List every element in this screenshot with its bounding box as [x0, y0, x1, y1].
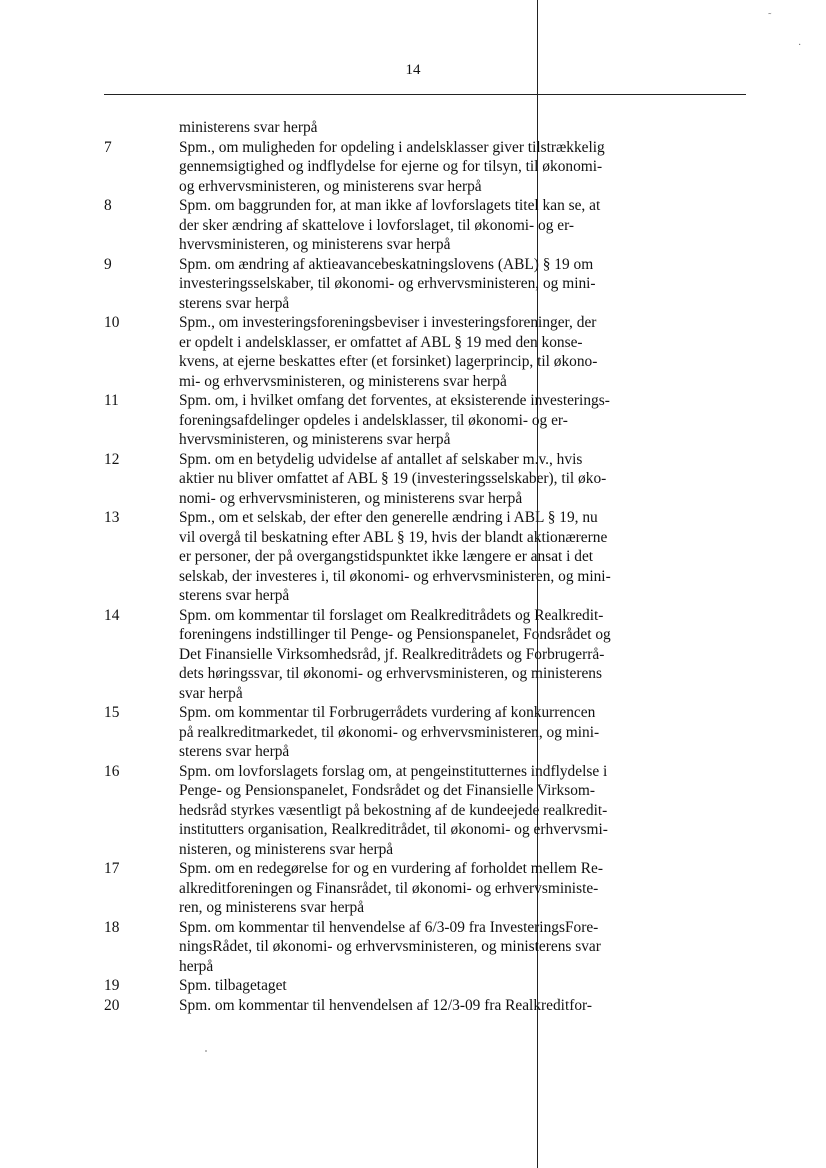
question-number: 15: [104, 704, 120, 721]
question-number: 9: [104, 255, 112, 273]
scan-speck: ·: [798, 40, 802, 51]
question-text: Spm., om muligheden for opdeling i andelsklasser giver tilstrækkelig gennemsigtighed og indflydelse for ejerne og for tilsyn, til økonomi- og erhvervsministeren, og ministerens svar herpå: [179, 138, 605, 195]
question-number: 12: [104, 450, 120, 468]
question-item: [0, 196, 826, 255]
page-number: 14: [405, 62, 421, 78]
question-text: Spm. om baggrunden for, at man ikke af lovforslagets titel kan se, at der sker ændring af skattelove i lovforslaget, til økonomi- og er- hvervsministeren, og ministerens svar herpå: [179, 197, 601, 253]
intro-line: ministerens svar herpå: [179, 119, 318, 136]
question-item: [0, 313, 826, 391]
question-number: 14: [104, 606, 120, 624]
question-number: 7: [104, 138, 112, 156]
question-item: [0, 606, 826, 704]
question-number: 19: [104, 977, 120, 994]
question-number: 10: [104, 314, 120, 331]
scan-speck: [205, 1050, 207, 1052]
question-text: Spm. om ændring af aktieavancebeskatningslovens (ABL) § 19 om investeringsselskaber, til økonomi- og erhvervsministeren, og mini- sterens svar herpå: [179, 255, 596, 312]
question-item: [0, 976, 826, 996]
question-item: [0, 508, 826, 606]
question-item: [0, 138, 826, 197]
question-list: [0, 118, 826, 1015]
scan-speck: ˜: [768, 12, 772, 23]
question-text: Spm. tilbagetaget: [179, 977, 287, 994]
question-item: [0, 255, 826, 314]
question-item: [0, 450, 826, 509]
question-number: 20: [104, 996, 120, 1014]
question-item: [0, 859, 826, 918]
question-text: Spm. om kommentar til henvendelse af 6/3-09 fra InvesteringsFore- ningsRådet, til økonomi- og erhvervsministeren, og ministerens svar herpå: [179, 918, 601, 975]
question-text: Spm. om en redegørelse for og en vurdering af forholdet mellem Re- alkreditforeningen og Finansrådet, til økonomi- og erhvervsministe- ren, og ministerens svar herpå: [179, 860, 603, 916]
question-item: [0, 391, 826, 450]
question-item: [0, 918, 826, 977]
question-item: [0, 996, 826, 1016]
question-number: 18: [104, 918, 120, 936]
question-number: 17: [104, 860, 120, 877]
question-number: 8: [104, 197, 112, 214]
question-text: Spm., om et selskab, der efter den generelle ændring i ABL § 19, nu vil overgå til beskatning efter ABL § 19, hvis der blandt aktionærerne er personer, der på overgangstidspunktet ikke længere er ansat i det selskab, der investeres i, til økonomi- og erhvervsministeren, og mini- sterens svar herpå: [179, 509, 611, 604]
question-text: Spm. om kommentar til forslaget om Realkreditrådets og Realkredit- foreningens indstillinger til Penge- og Pensionspanelet, Fondsrådet og Det Finansielle Virksomhedsråd, jf. Realkreditrådets og Forbrugerrå- dets høringssvar, til økonomi- og erhvervsministeren, og ministerens svar herpå: [179, 606, 611, 702]
question-text: Spm. om kommentar til Forbrugerrådets vurdering af konkurrencen på realkreditmarkedet, til økonomi- og erhvervsministeren, og mini- sterens svar herpå: [179, 704, 600, 760]
question-text: Spm. om lovforslagets forslag om, at pengeinstitutternes indflydelse i Penge- og Pensionspanelet, Fondsrådet og det Finansielle Virksom- hedsråd styrkes væsentligt på bekostning af de kundeejede realkredit- institutters organisation, Realkreditrådet, til økonomi- og erhvervsmi- nisteren, og ministerens svar herpå: [179, 762, 608, 858]
question-text: Spm., om investeringsforeningsbeviser i investeringsforeninger, der er opdelt i andelsklasser, er omfattet af ABL § 19 med den konse- kvens, at ejerne beskattes efter (et forsinket) lagerprincip, til økono- mi- og erhvervsministeren, og ministerens svar herpå: [179, 314, 598, 390]
question-text: Spm. om en betydelig udvidelse af antallet af selskaber m.v., hvis aktier nu bliver omfattet af ABL § 19 (investeringsselskaber), til øko- nomi- og erhvervsministeren, og ministerens svar herpå: [179, 450, 607, 507]
question-number: 11: [104, 392, 119, 409]
question-number: 13: [104, 509, 120, 526]
question-text: Spm. om, i hvilket omfang det forventes, at eksisterende investerings- foreningsafdelinger opdeles i andelsklasser, til økonomi- og er- hvervsministeren, og ministerens svar herpå: [179, 392, 610, 448]
question-item: [0, 703, 826, 762]
question-item: [0, 762, 826, 860]
question-text: Spm. om kommentar til henvendelsen af 12/3-09 fra Realkreditfor-: [179, 996, 592, 1014]
question-number: 16: [104, 762, 120, 780]
header-rule: [104, 94, 746, 95]
